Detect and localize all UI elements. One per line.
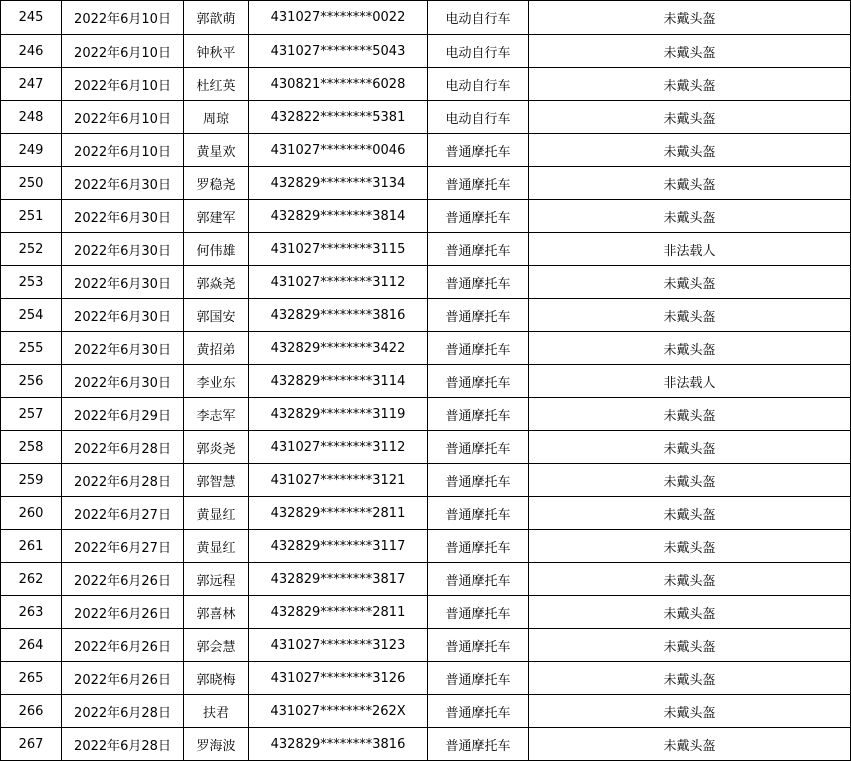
id-number-cell: 432829********3114 [249,365,428,398]
date-cell: 2022年6月27日 [62,497,184,530]
name-cell: 郭歆萌 [184,1,249,35]
record-number-cell: 263 [1,596,62,629]
date-cell: 2022年6月10日 [62,1,184,35]
record-number-cell: 265 [1,662,62,695]
violation-type-cell: 未戴头盔 [529,266,851,299]
violation-type-cell: 未戴头盔 [529,497,851,530]
date-cell: 2022年6月29日 [62,398,184,431]
vehicle-type-cell: 电动自行车 [428,68,529,101]
vehicle-type-cell: 普通摩托车 [428,431,529,464]
vehicle-type-cell: 普通摩托车 [428,233,529,266]
record-number-cell: 264 [1,629,62,662]
id-number-cell: 432829********3119 [249,398,428,431]
date-cell: 2022年6月10日 [62,101,184,134]
violation-type-cell: 非法载人 [529,233,851,266]
violation-type-cell: 未戴头盔 [529,167,851,200]
name-cell: 周琼 [184,101,249,134]
violation-type-cell: 未戴头盔 [529,662,851,695]
record-number-cell: 254 [1,299,62,332]
violation-type-cell: 未戴头盔 [529,200,851,233]
name-cell: 黄显红 [184,530,249,563]
record-number-cell: 249 [1,134,62,167]
table-row [1,35,851,68]
table-row [1,101,851,134]
id-number-cell: 432822********5381 [249,101,428,134]
name-cell: 杜红英 [184,68,249,101]
violation-type-cell: 未戴头盔 [529,101,851,134]
vehicle-type-cell: 电动自行车 [428,101,529,134]
id-number-cell: 431027********3123 [249,629,428,662]
record-number-cell: 255 [1,332,62,365]
table-row [1,728,851,761]
vehicle-type-cell: 普通摩托车 [428,167,529,200]
date-cell: 2022年6月10日 [62,134,184,167]
id-number-cell: 431027********5043 [249,35,428,68]
id-number-cell: 431027********0022 [249,1,428,35]
vehicle-type-cell: 普通摩托车 [428,596,529,629]
id-number-cell: 432829********2811 [249,596,428,629]
violation-type-cell: 未戴头盔 [529,299,851,332]
violation-type-cell: 未戴头盔 [529,35,851,68]
record-number-cell: 259 [1,464,62,497]
name-cell: 郭会慧 [184,629,249,662]
vehicle-type-cell: 普通摩托车 [428,728,529,761]
id-number-cell: 431027********3115 [249,233,428,266]
id-number-cell: 431027********3112 [249,431,428,464]
record-number-cell: 247 [1,68,62,101]
violation-type-cell: 未戴头盔 [529,728,851,761]
vehicle-type-cell: 普通摩托车 [428,134,529,167]
table-body [1,1,851,761]
id-number-cell: 432829********3134 [249,167,428,200]
name-cell: 郭远程 [184,563,249,596]
record-number-cell: 267 [1,728,62,761]
vehicle-type-cell: 普通摩托车 [428,629,529,662]
name-cell: 罗稳尧 [184,167,249,200]
table-row [1,365,851,398]
vehicle-type-cell: 普通摩托车 [428,266,529,299]
id-number-cell: 432829********3814 [249,200,428,233]
record-number-cell: 262 [1,563,62,596]
table-row [1,299,851,332]
id-number-cell: 431027********0046 [249,134,428,167]
id-number-cell: 432829********3816 [249,728,428,761]
date-cell: 2022年6月30日 [62,332,184,365]
table-row [1,200,851,233]
vehicle-type-cell: 普通摩托车 [428,662,529,695]
table-row [1,431,851,464]
table-row [1,596,851,629]
vehicle-type-cell: 电动自行车 [428,35,529,68]
violation-type-cell: 未戴头盔 [529,563,851,596]
table-row [1,662,851,695]
date-cell: 2022年6月26日 [62,596,184,629]
record-number-cell: 250 [1,167,62,200]
table-row [1,266,851,299]
date-cell: 2022年6月30日 [62,299,184,332]
name-cell: 李志军 [184,398,249,431]
violation-type-cell: 未戴头盔 [529,596,851,629]
id-number-cell: 432829********3816 [249,299,428,332]
date-cell: 2022年6月27日 [62,530,184,563]
vehicle-type-cell: 普通摩托车 [428,563,529,596]
violation-type-cell: 未戴头盔 [529,134,851,167]
vehicle-type-cell: 普通摩托车 [428,695,529,728]
violation-type-cell: 未戴头盔 [529,629,851,662]
name-cell: 钟秋平 [184,35,249,68]
name-cell: 郭国安 [184,299,249,332]
record-number-cell: 261 [1,530,62,563]
name-cell: 郭喜林 [184,596,249,629]
id-number-cell: 431027********3126 [249,662,428,695]
record-number-cell: 248 [1,101,62,134]
violation-type-cell: 未戴头盔 [529,431,851,464]
vehicle-type-cell: 普通摩托车 [428,332,529,365]
id-number-cell: 430821********6028 [249,68,428,101]
record-number-cell: 256 [1,365,62,398]
id-number-cell: 431027********262X [249,695,428,728]
table-row [1,530,851,563]
date-cell: 2022年6月30日 [62,167,184,200]
name-cell: 黄招弟 [184,332,249,365]
vehicle-type-cell: 普通摩托车 [428,530,529,563]
violation-type-cell: 未戴头盔 [529,398,851,431]
vehicle-type-cell: 普通摩托车 [428,200,529,233]
name-cell: 李业东 [184,365,249,398]
record-number-cell: 257 [1,398,62,431]
record-number-cell: 266 [1,695,62,728]
name-cell: 黄显红 [184,497,249,530]
violation-type-cell: 未戴头盔 [529,695,851,728]
name-cell: 郭焱尧 [184,266,249,299]
id-number-cell: 431027********3121 [249,464,428,497]
name-cell: 黄星欢 [184,134,249,167]
table-row [1,233,851,266]
vehicle-type-cell: 普通摩托车 [428,299,529,332]
date-cell: 2022年6月10日 [62,35,184,68]
name-cell: 郭炎尧 [184,431,249,464]
name-cell: 郭晓梅 [184,662,249,695]
date-cell: 2022年6月28日 [62,464,184,497]
record-number-cell: 251 [1,200,62,233]
date-cell: 2022年6月30日 [62,233,184,266]
violation-type-cell: 未戴头盔 [529,464,851,497]
violation-type-cell: 未戴头盔 [529,332,851,365]
date-cell: 2022年6月30日 [62,266,184,299]
record-number-cell: 258 [1,431,62,464]
vehicle-type-cell: 普通摩托车 [428,398,529,431]
id-number-cell: 431027********3112 [249,266,428,299]
name-cell: 何伟雄 [184,233,249,266]
name-cell: 郭智慧 [184,464,249,497]
violation-type-cell: 未戴头盔 [529,1,851,35]
vehicle-type-cell: 电动自行车 [428,1,529,35]
table-row [1,1,851,35]
name-cell: 扶君 [184,695,249,728]
table-row [1,563,851,596]
vehicle-type-cell: 普通摩托车 [428,464,529,497]
date-cell: 2022年6月30日 [62,365,184,398]
violation-type-cell: 未戴头盔 [529,68,851,101]
record-number-cell: 246 [1,35,62,68]
record-number-cell: 245 [1,1,62,35]
table-row [1,332,851,365]
record-number-cell: 252 [1,233,62,266]
vehicle-type-cell: 普通摩托车 [428,497,529,530]
date-cell: 2022年6月10日 [62,68,184,101]
table-row [1,167,851,200]
id-number-cell: 432829********2811 [249,497,428,530]
date-cell: 2022年6月28日 [62,728,184,761]
id-number-cell: 432829********3422 [249,332,428,365]
table-row [1,629,851,662]
vehicle-type-cell: 普通摩托车 [428,365,529,398]
table-row [1,497,851,530]
table-row [1,134,851,167]
table-row [1,464,851,497]
violation-type-cell: 未戴头盔 [529,530,851,563]
date-cell: 2022年6月28日 [62,431,184,464]
table-row [1,68,851,101]
table-row [1,695,851,728]
id-number-cell: 432829********3117 [249,530,428,563]
record-number-cell: 260 [1,497,62,530]
date-cell: 2022年6月30日 [62,200,184,233]
date-cell: 2022年6月26日 [62,662,184,695]
id-number-cell: 432829********3817 [249,563,428,596]
date-cell: 2022年6月26日 [62,563,184,596]
date-cell: 2022年6月28日 [62,695,184,728]
name-cell: 郭建军 [184,200,249,233]
name-cell: 罗海波 [184,728,249,761]
date-cell: 2022年6月26日 [62,629,184,662]
violation-type-cell: 非法载人 [529,365,851,398]
record-number-cell: 253 [1,266,62,299]
table-row [1,398,851,431]
